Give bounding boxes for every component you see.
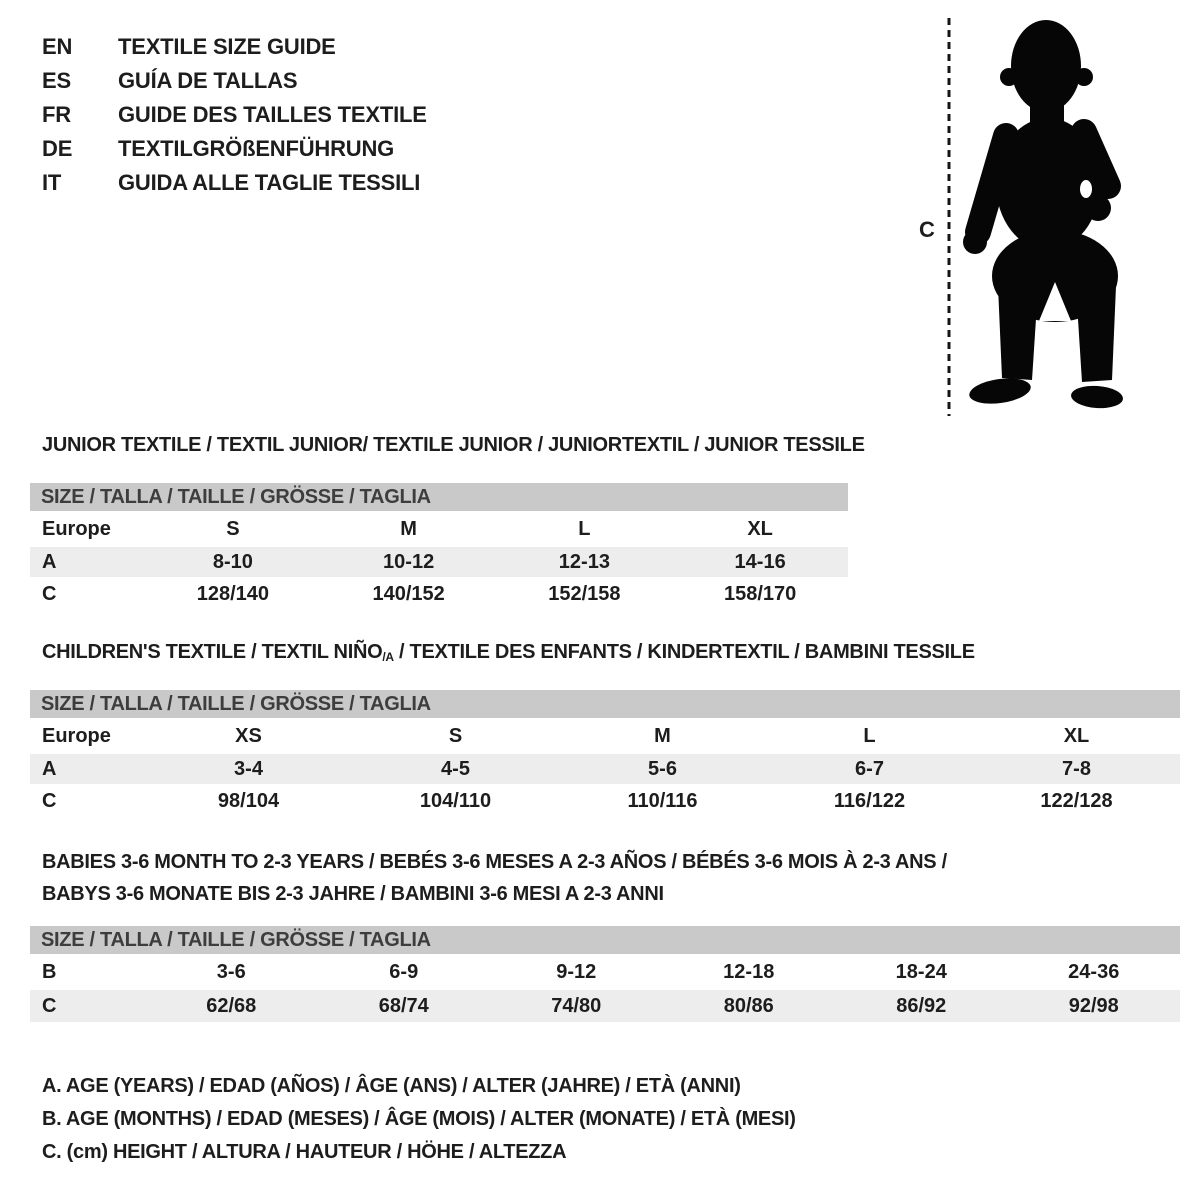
table-row-age-months — [30, 954, 1180, 990]
guide-title: GUIDE DES TAILLES TEXTILE — [118, 102, 427, 127]
lang-code: ES — [42, 68, 71, 93]
table-row-age-years — [30, 754, 1180, 784]
table-cell: 9-12 — [556, 960, 597, 983]
legend-line-b: B. AGE (MONTHS) / EDAD (MESES) / ÂGE (MOIS) / ALTER (MONATE) / ETÀ (MESI) — [42, 1108, 796, 1130]
table-cell: 18-24 — [895, 960, 947, 983]
row-label: Europe — [42, 724, 111, 747]
table-cell: 5-6 — [648, 757, 677, 780]
size-header-bar: SIZE / TALLA / TAILLE / GRÖSSE / TAGLIA — [30, 483, 848, 511]
row-label: C — [42, 789, 57, 812]
table-cell: 140/152 — [372, 582, 445, 605]
table-cell: 104/110 — [419, 789, 492, 812]
table-cell: 6-9 — [389, 960, 419, 983]
row-label: A — [42, 757, 57, 780]
children-section-title — [42, 641, 975, 664]
table-cell: 62/68 — [206, 994, 257, 1017]
lang-code: FR — [42, 102, 71, 127]
guide-title: TEXTILGRÖßENFÜHRUNG — [118, 136, 395, 161]
measure-legend — [42, 1070, 796, 1169]
table-cell: 12-18 — [723, 960, 775, 983]
table-cell: M — [400, 517, 417, 540]
guide-title: GUIDA ALLE TAGLIE TESSILI — [118, 170, 421, 195]
height-measure-dashed-line — [947, 18, 951, 416]
table-cell: 8-10 — [212, 550, 253, 573]
table-cell: XS — [235, 724, 262, 747]
table-cell: 7-8 — [1062, 757, 1091, 780]
children-title-rest: / TEXTILE DES ENFANTS / KINDERTEXTIL / BAMBINI TESSILE — [393, 641, 975, 663]
language-title-block — [42, 30, 427, 200]
table-cell: S — [226, 517, 240, 540]
lang-row-it — [42, 166, 427, 200]
row-label: B — [42, 960, 57, 983]
lang-code: IT — [42, 170, 62, 195]
babies-size-table — [30, 926, 1180, 1022]
table-row-europe — [30, 511, 848, 547]
row-label: Europe — [42, 517, 111, 540]
lang-row-en — [42, 30, 427, 64]
table-cell: 74/80 — [551, 994, 602, 1017]
children-title-subscript: /A — [382, 650, 394, 664]
table-cell: 86/92 — [896, 994, 947, 1017]
table-cell: 122/128 — [1040, 789, 1113, 812]
table-cell: S — [448, 724, 463, 747]
table-cell: 152/158 — [548, 582, 621, 605]
height-measure-label: C — [919, 217, 935, 242]
lang-code: DE — [42, 136, 73, 161]
table-cell: 110/116 — [627, 789, 698, 812]
table-row-height-cm — [30, 577, 848, 611]
babies-section-title-line1: BABIES 3-6 MONTH TO 2-3 YEARS / BEBÉS 3-6 MESES A 2-3 AÑOS / BÉBÉS 3-6 MOIS À 2-3 ANS / — [42, 851, 947, 873]
table-cell: 116/122 — [833, 789, 906, 812]
table-cell: 12-13 — [558, 550, 610, 573]
lang-code: EN — [42, 34, 73, 59]
toddler-silhouette-icon — [958, 14, 1133, 414]
junior-size-table — [30, 483, 848, 611]
table-cell: 6-7 — [855, 757, 884, 780]
table-cell: 3-6 — [216, 960, 246, 983]
size-header-bar: SIZE / TALLA / TAILLE / GRÖSSE / TAGLIA — [30, 690, 1180, 718]
table-cell: XL — [1063, 724, 1090, 747]
table-row-height-cm — [30, 990, 1180, 1022]
junior-section-title: JUNIOR TEXTILE / TEXTIL JUNIOR/ TEXTILE JUNIOR / JUNIORTEXTIL / JUNIOR TESSILE — [42, 434, 865, 456]
legend-line-a: A. AGE (YEARS) / EDAD (AÑOS) / ÂGE (ANS) / ALTER (JAHRE) / ETÀ (ANNI) — [42, 1075, 741, 1097]
table-cell: 14-16 — [734, 550, 786, 573]
lang-row-fr — [42, 98, 427, 132]
table-cell: 10-12 — [383, 550, 435, 573]
table-row-age-years — [30, 547, 848, 577]
table-cell: 4-5 — [441, 757, 470, 780]
table-cell: L — [578, 517, 591, 540]
children-title-main: CHILDREN'S TEXTILE / TEXTIL NIÑO — [42, 641, 383, 663]
row-label: C — [42, 582, 57, 605]
table-row-height-cm — [30, 784, 1180, 818]
table-cell: M — [654, 724, 671, 747]
children-size-table — [30, 690, 1180, 818]
table-cell: 92/98 — [1068, 994, 1119, 1017]
table-cell: XL — [747, 517, 773, 540]
table-cell: 80/86 — [723, 994, 774, 1017]
babies-section-title-line2: BABYS 3-6 MONATE BIS 2-3 JAHRE / BAMBINI 3-6 MESI A 2-3 ANNI — [42, 883, 664, 905]
row-label: A — [42, 550, 57, 573]
table-cell: 128/140 — [196, 582, 270, 605]
guide-title: TEXTILE SIZE GUIDE — [118, 34, 336, 59]
row-label: C — [42, 994, 57, 1017]
size-header-bar: SIZE / TALLA / TAILLE / GRÖSSE / TAGLIA — [30, 926, 1180, 954]
table-row-europe — [30, 718, 1180, 754]
table-cell: L — [863, 724, 876, 747]
table-cell: 24-36 — [1068, 960, 1120, 983]
table-cell: 68/74 — [378, 994, 429, 1017]
table-cell: 158/170 — [723, 582, 797, 605]
legend-line-c: C. (cm) HEIGHT / ALTURA / HAUTEUR / HÖHE / ALTEZZA — [42, 1141, 567, 1163]
lang-row-de — [42, 132, 427, 166]
lang-row-es — [42, 64, 427, 98]
table-cell: 98/104 — [217, 789, 280, 812]
table-cell: 3-4 — [234, 757, 263, 780]
guide-title: GUÍA DE TALLAS — [118, 68, 298, 93]
